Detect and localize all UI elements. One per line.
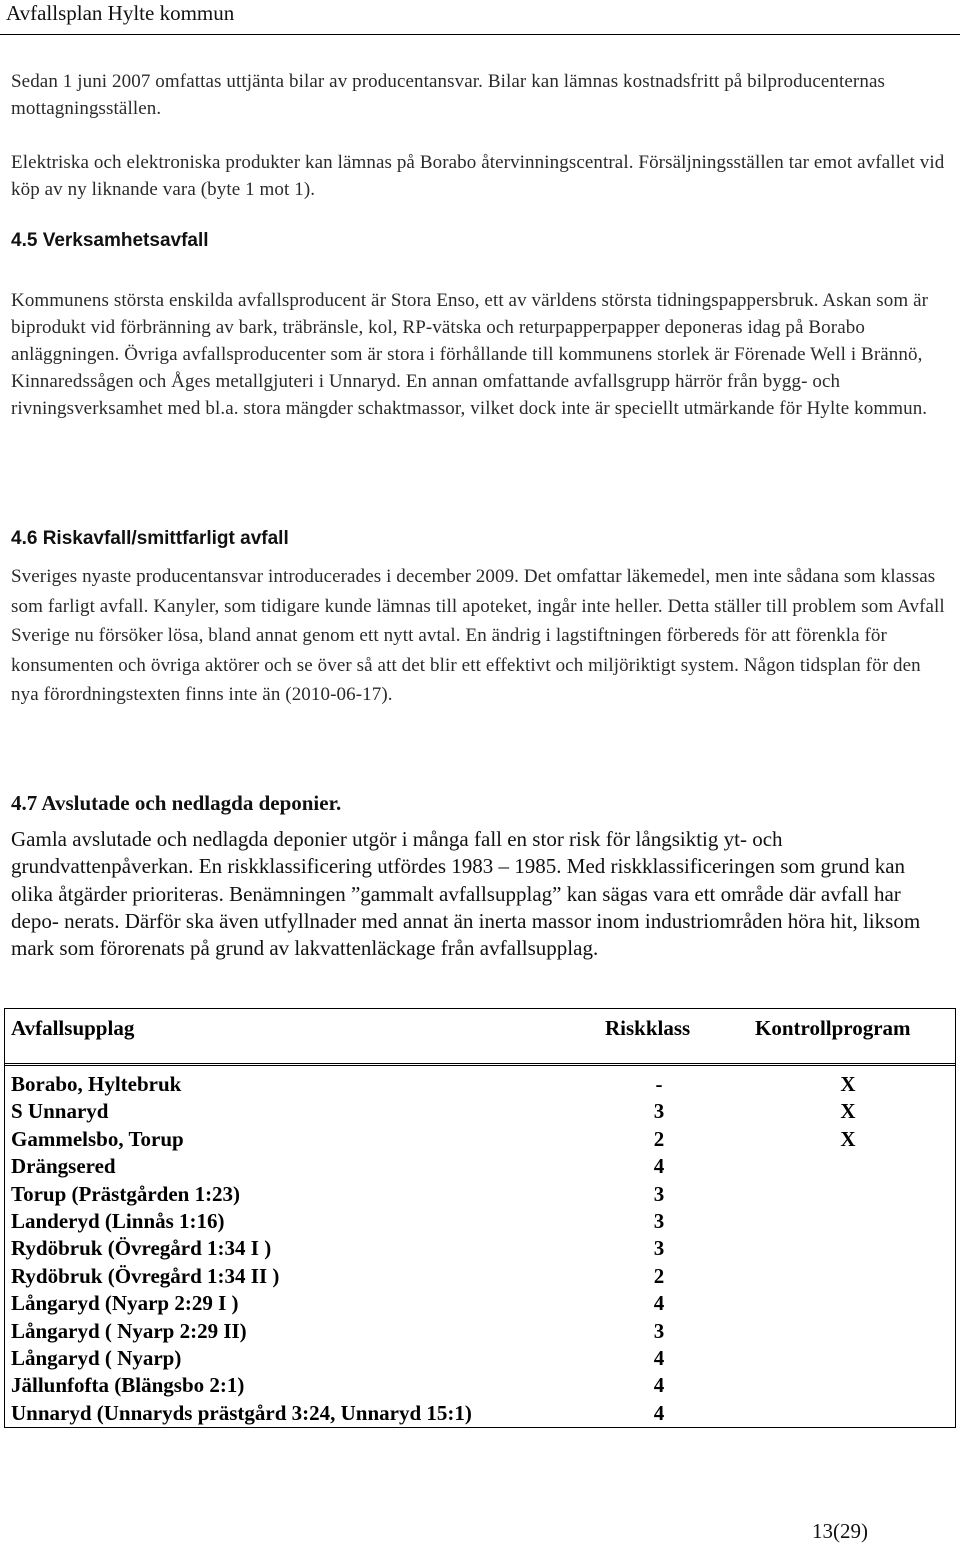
- section-text-verksamhetsavfall: Kommunens största enskilda avfallsproducent är Stora Enso, ett av världens största tidningspappersbruk. Askan som är biprodukt vid förbränning av bark, träbränsle, kol, RP-vätska och returpapperpapper deponeras idag på Borabo anläggningen. Övriga avfallsproducenter som är stora i förhållande till kommunens storlek är Förenade Well i Brännö, Kinnaredssågen och Åges metallgjuteri i Unnaryd. En annan omfattande avfallsgrupp härrör från bygg- och rivningsverksamhet med bl.a. stora mängder schaktmassor, vilket dock inte är speciellt utmärkande för Hylte kommun.: [11, 290, 929, 419]
- table-row: [5, 1126, 955, 1153]
- cell-avfallsupplag: Borabo, Hyltebruk: [11, 1072, 182, 1096]
- section-text-deponier: Gamla avslutade och nedlagda deponier utgör i många fall en stor risk för långsiktig yt- och grundvattenpåverkan. En riskklassificering utfördes 1983 – 1985. Med riskklassificeringen som grund kan olika åtgärder prioriteras. Benämningen ”gammalt avfallsupplag” kan sägas vara ett område där avfall har depo- nerats. Därför ska även utfyllnader med annat än inerta massor inom industriområden höra hit, liksom mark som förorenats på grund av lakvattenläckage från avfallsupplag.: [11, 827, 921, 961]
- cell-kontrollprogram: X: [840, 1126, 856, 1151]
- table-row: [5, 1181, 955, 1208]
- paragraph-electronics: Elektriska och elektroniska produkter kan lämnas på Borabo återvinningscentral. Försäljningsställen tar emot avfallet vid köp av ny liknande vara (byte 1 mot 1).: [11, 152, 945, 200]
- table-row: [5, 1263, 955, 1290]
- section-heading-verksamhetsavfall: 4.5 Verksamhetsavfall: [11, 230, 209, 251]
- cell-kontrollprogram: X: [840, 1099, 856, 1124]
- cell-riskklass: 3: [653, 1236, 665, 1261]
- section-text-riskavfall: Sveriges nyaste producentansvar introducerades i december 2009. Det omfattar läkemedel, men inte sådana som klassas som farligt avfall. Kanyler, som tidigare kunde lämnas till apoteket, ingår inte heller. Detta ställer till problem som Avfall Sverige nu försöker lösa, bland annat genom ett nytt avtal. En ändrig i lagstiftningen förbereds för att förenkla för konsumenten och övriga aktörer och se över så att det blir ett effektivt och miljöriktigt system. Någon tidsplan för den nya förordningstexten finns inte än (2010-06-17).: [11, 566, 945, 705]
- column-header-kontrollprogram: Kontrollprogram: [755, 1016, 911, 1040]
- cell-avfallsupplag: Jällunfofta (Blängsbo 2:1): [11, 1373, 245, 1398]
- cell-avfallsupplag: Långaryd ( Nyarp): [11, 1346, 182, 1370]
- cell-avfallsupplag: Rydöbruk (Övregård 1:34 I ): [11, 1236, 272, 1261]
- cell-riskklass: 4: [653, 1291, 665, 1316]
- section-heading-deponier: 4.7 Avslutade och nedlagda deponier.: [11, 791, 342, 815]
- table-row: [5, 1290, 955, 1317]
- paragraph-car-producer-responsibility: Sedan 1 juni 2007 omfattas uttjänta bilar av producentansvar. Bilar kan lämnas kostnadsfritt på bilproducenternas mottagningsställen.: [11, 71, 885, 119]
- table-row: [5, 1235, 955, 1262]
- cell-riskklass: 4: [653, 1373, 665, 1398]
- cell-riskklass: 4: [653, 1346, 665, 1370]
- cell-avfallsupplag: Långaryd (Nyarp 2:29 I ): [11, 1291, 239, 1316]
- cell-riskklass: -: [655, 1072, 663, 1096]
- section-heading-riskavfall: 4.6 Riskavfall/smittfarligt avfall: [11, 528, 289, 549]
- table-row: [5, 1372, 955, 1399]
- cell-riskklass: 4: [653, 1400, 665, 1425]
- cell-avfallsupplag: Torup (Prästgården 1:23): [11, 1181, 241, 1206]
- cell-riskklass: 2: [653, 1263, 665, 1288]
- cell-kontrollprogram: X: [840, 1072, 856, 1096]
- table-row: [5, 1071, 955, 1098]
- landfill-table: [4, 1008, 956, 1428]
- table-row: [5, 1400, 955, 1427]
- table-row: [5, 1208, 955, 1235]
- cell-avfallsupplag: Långaryd ( Nyarp 2:29 II): [11, 1318, 247, 1343]
- cell-riskklass: 3: [653, 1318, 665, 1343]
- cell-riskklass: 4: [653, 1154, 665, 1179]
- cell-avfallsupplag: Unnaryd (Unnaryds prästgård 3:24, Unnaryd 15:1): [11, 1400, 472, 1425]
- cell-riskklass: 3: [653, 1181, 665, 1206]
- table-row: [5, 1098, 955, 1125]
- table-row: [5, 1345, 955, 1372]
- cell-avfallsupplag: S Unnaryd: [11, 1099, 109, 1124]
- cell-avfallsupplag: Gammelsbo, Torup: [11, 1126, 184, 1151]
- table-row: [5, 1318, 955, 1345]
- cell-avfallsupplag: Landeryd (Linnås 1:16): [11, 1209, 225, 1233]
- page-header-title: Avfallsplan Hylte kommun: [6, 1, 235, 25]
- cell-avfallsupplag: Drängsered: [11, 1154, 116, 1179]
- column-header-riskklass: Riskklass: [605, 1016, 691, 1040]
- cell-riskklass: 3: [653, 1099, 665, 1124]
- page-number: 13(29): [812, 1519, 868, 1543]
- column-header-avfallsupplag: Avfallsupplag: [11, 1016, 135, 1040]
- page-header: [0, 0, 960, 35]
- cell-avfallsupplag: Rydöbruk (Övregård 1:34 II ): [11, 1263, 280, 1288]
- table-row: [5, 1153, 955, 1180]
- cell-riskklass: 2: [653, 1126, 665, 1151]
- cell-riskklass: 3: [653, 1209, 665, 1233]
- table-header-row: [5, 1009, 955, 1066]
